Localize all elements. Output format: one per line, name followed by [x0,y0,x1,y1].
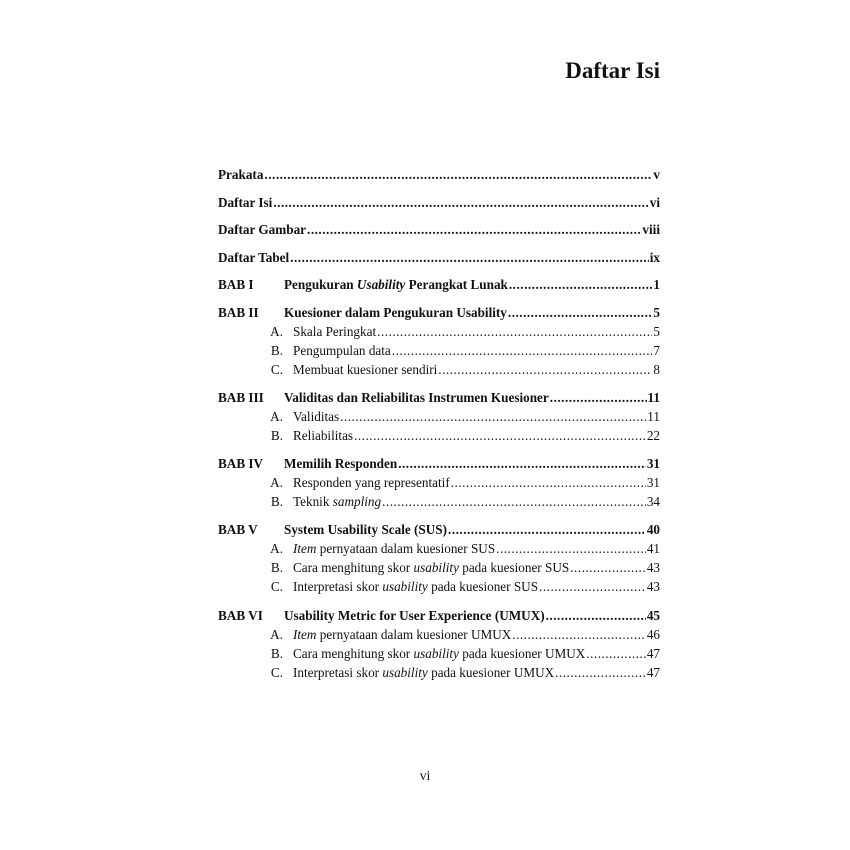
entry-page-number: 43 [646,579,660,594]
dot-leader [555,665,646,681]
entry-title: Prakata [218,167,264,182]
entry-title-part: pada kuesioner SUS [427,579,539,594]
entry-title-part: Kuesioner dalam Pengukuran Usability [284,305,507,320]
entry-page-number: 47 [646,665,660,680]
toc-section-entry [218,579,660,595]
entry-title [284,494,381,510]
dot-leader [307,222,641,238]
entry-title: Daftar Tabel [218,250,290,265]
entry-title [284,324,376,340]
entry-title-part: System Usability Scale (SUS) [284,522,448,537]
entry-title-part: Usability Metric for User Experience (UMUX) [284,608,545,623]
entry-page-number: 8 [653,362,660,377]
toc-section-entry [218,541,660,557]
dot-leader [290,250,649,266]
entry-page-number: 47 [646,646,660,661]
dot-leader [392,343,653,359]
entry-title-part: Validitas [293,409,340,424]
entry-title-part: Memilih Responden [284,456,398,471]
entry-title [284,646,585,662]
dot-leader [377,324,652,340]
entry-title [284,390,549,406]
chapter-number: BAB V [218,522,258,537]
toc-chapter-entry [218,305,660,321]
page-number: vi [419,768,431,783]
dot-leader [264,167,652,183]
entry-title-part: Interpretasi skor [293,579,383,594]
chapter-number: BAB IV [218,456,264,471]
dot-leader [451,475,646,491]
toc-section-entry [218,646,660,662]
toc-section-entry [218,494,660,510]
entry-page-number: viii [642,222,660,237]
toc-chapter-entry [218,390,660,406]
section-letter: A. [270,627,283,642]
toc-chapter-entry [218,277,660,293]
dot-leader [586,646,646,662]
entry-page-number: 41 [646,541,660,556]
toc-section-entry [218,324,660,340]
entry-title-part: sampling [332,494,382,509]
section-letter: A. [270,409,283,424]
chapter-number: BAB II [218,305,259,320]
dot-leader [382,494,646,510]
entry-title [284,627,511,643]
entry-title [284,522,447,538]
entry-title [284,608,545,624]
entry-title-part: pernyataan dalam kuesioner UMUX [316,627,512,642]
dot-leader [496,541,646,557]
entry-title-part: Item [293,541,317,556]
toc-section-entry [218,409,660,425]
entry-title-part: Validitas dan Reliabilitas Instrumen Kuesioner [284,390,549,405]
toc-section-entry [218,560,660,576]
toc-section-entry [218,665,660,681]
dot-leader [340,409,646,425]
entry-title-part: Skala Peringkat [293,324,377,339]
dot-leader [448,522,646,538]
entry-title [284,277,508,293]
entry-title-part: usability [382,579,428,594]
entry-page-number: 22 [646,428,660,443]
toc-section-entry [218,627,660,643]
entry-title [284,343,391,359]
entry-page-number: 5 [653,305,660,320]
dot-leader [354,428,646,444]
toc-front-entry [218,250,660,266]
toc-front-entry [218,222,660,238]
section-letter: C. [270,579,283,594]
entry-page-number: vi [649,195,660,210]
entry-page-number: 31 [646,456,660,471]
dot-leader [539,579,646,595]
toc-chapter-entry [218,456,660,472]
chapter-number: BAB III [218,390,264,405]
entry-page-number: 31 [646,475,660,490]
entry-title-part: Cara menghitung skor [293,646,414,661]
toc-section-entry [218,428,660,444]
entry-title-part: Cara menghitung skor [293,560,414,575]
entry-title-part: Interpretasi skor [293,665,383,680]
entry-title-part: usability [413,646,459,661]
toc-chapter-entry [218,608,660,624]
entry-page-number: v [653,167,660,182]
entry-title [284,409,339,425]
section-letter: B. [270,494,283,509]
dot-leader [512,627,646,643]
entry-title [284,428,353,444]
toc-front-entry [218,195,660,211]
section-letter: A. [270,324,283,339]
entry-title-part: usability [413,560,459,575]
entry-title [284,305,507,321]
entry-title [284,456,397,472]
entry-page-number: 7 [653,343,660,358]
entry-page-number: 43 [646,560,660,575]
entry-page-number: 34 [646,494,660,509]
dot-leader [273,195,648,211]
entry-title-part: Responden yang representatif [293,475,450,490]
entry-title [284,541,495,557]
entry-title [284,579,538,595]
toc-section-entry [218,343,660,359]
entry-title-part: Pengukuran [284,277,357,292]
chapter-number: BAB VI [218,608,263,623]
entry-title-part: pada kuesioner UMUX [458,646,586,661]
toc-front-entry [218,167,660,183]
section-letter: A. [270,475,283,490]
entry-page-number: ix [649,250,660,265]
dot-leader [550,390,647,406]
toc-chapter-entry [218,522,660,538]
section-letter: C. [270,362,283,377]
entry-title-part: Pengumpulan data [293,343,391,358]
chapter-number: BAB I [218,277,254,292]
dot-leader [546,608,646,624]
entry-title [284,665,554,681]
dot-leader [570,560,646,576]
entry-page-number: 46 [646,627,660,642]
entry-page-number: 11 [647,409,660,424]
entry-title-part: Membuat kuesioner sendiri [293,362,438,377]
entry-title [284,475,450,491]
entry-title-part: pernyataan dalam kuesioner SUS [316,541,496,556]
entry-title-part: pada kuesioner SUS [458,560,570,575]
entry-title: Daftar Isi [218,195,273,210]
section-letter: B. [270,343,283,358]
entry-title-part: Perangkat Lunak [405,277,508,292]
entry-title: Daftar Gambar [218,222,307,237]
dot-leader [509,277,653,293]
entry-title-part: Reliabilitas [293,428,354,443]
page-title: Daftar Isi [565,58,660,83]
entry-page-number: 5 [653,324,660,339]
section-letter: A. [270,541,283,556]
entry-title-part: Teknik [293,494,333,509]
dot-leader [508,305,653,321]
section-letter: C. [270,665,283,680]
entry-page-number: 40 [646,522,660,537]
entry-title [284,560,569,576]
section-letter: B. [270,646,283,661]
entry-page-number: 11 [647,390,660,405]
section-letter: B. [270,428,283,443]
dot-leader [398,456,646,472]
dot-leader [438,362,652,378]
section-letter: B. [270,560,283,575]
entry-page-number: 1 [653,277,660,292]
entry-title [284,362,437,378]
entry-title-part: Item [293,627,317,642]
toc-section-entry [218,475,660,491]
entry-title-part: pada kuesioner UMUX [427,665,555,680]
entry-title-part: Usability [356,277,406,292]
entry-title-part: usability [382,665,428,680]
toc-section-entry [218,362,660,378]
entry-page-number: 45 [646,608,660,623]
